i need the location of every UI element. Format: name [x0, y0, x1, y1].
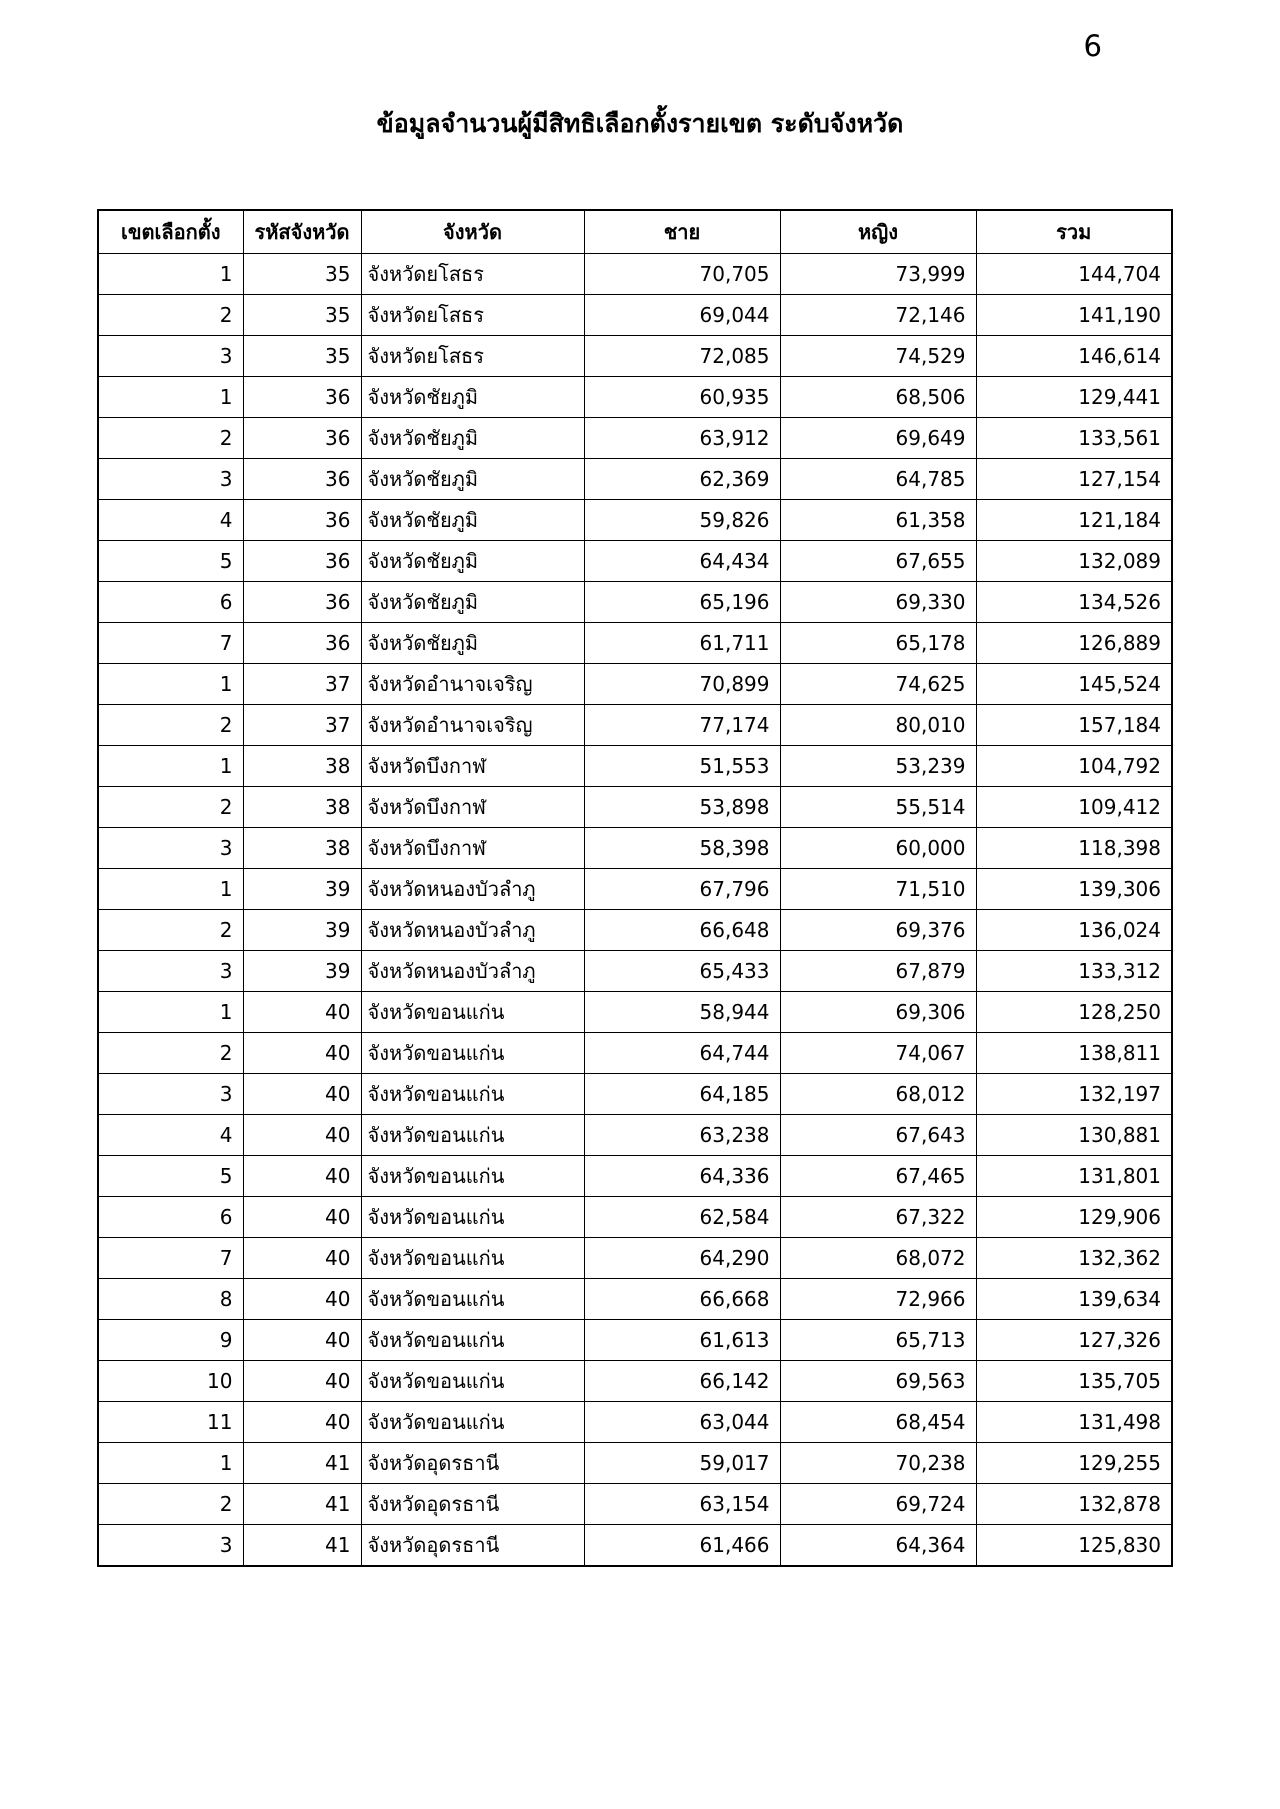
- table-row: [98, 1033, 1172, 1074]
- cell-female: 69,306: [780, 992, 976, 1033]
- cell-male: 77,174: [584, 705, 780, 746]
- cell-province-code: 37: [243, 664, 361, 705]
- cell-female: 74,067: [780, 1033, 976, 1074]
- cell-district: 8: [98, 1279, 243, 1320]
- voter-statistics-table-container: [97, 209, 1171, 1567]
- cell-province-code: 39: [243, 951, 361, 992]
- cell-province-code: 36: [243, 418, 361, 459]
- cell-province: จังหวัดขอนแก่น: [361, 1361, 584, 1402]
- cell-district: 10: [98, 1361, 243, 1402]
- cell-district: 2: [98, 787, 243, 828]
- cell-province-code: 36: [243, 500, 361, 541]
- column-header-district: เขตเลือกตั้ง: [98, 210, 243, 254]
- cell-female: 53,239: [780, 746, 976, 787]
- cell-male: 59,826: [584, 500, 780, 541]
- cell-province: จังหวัดขอนแก่น: [361, 1115, 584, 1156]
- cell-district: 3: [98, 1525, 243, 1567]
- cell-male: 63,912: [584, 418, 780, 459]
- cell-province-code: 36: [243, 541, 361, 582]
- table-row: [98, 1484, 1172, 1525]
- voter-statistics-table: [97, 209, 1173, 1567]
- cell-province-code: 35: [243, 295, 361, 336]
- cell-district: 2: [98, 1033, 243, 1074]
- cell-total: 118,398: [976, 828, 1172, 869]
- cell-district: 3: [98, 951, 243, 992]
- table-row: [98, 787, 1172, 828]
- cell-total: 127,326: [976, 1320, 1172, 1361]
- cell-total: 132,878: [976, 1484, 1172, 1525]
- cell-male: 62,369: [584, 459, 780, 500]
- cell-province-code: 41: [243, 1484, 361, 1525]
- table-body: [98, 254, 1172, 1567]
- cell-total: 157,184: [976, 705, 1172, 746]
- cell-district: 3: [98, 459, 243, 500]
- cell-province: จังหวัดบึงกาฬ: [361, 746, 584, 787]
- cell-total: 131,801: [976, 1156, 1172, 1197]
- cell-total: 139,634: [976, 1279, 1172, 1320]
- cell-total: 129,906: [976, 1197, 1172, 1238]
- cell-male: 58,398: [584, 828, 780, 869]
- cell-province: จังหวัดบึงกาฬ: [361, 828, 584, 869]
- cell-province-code: 39: [243, 910, 361, 951]
- cell-total: 144,704: [976, 254, 1172, 295]
- cell-district: 4: [98, 1115, 243, 1156]
- cell-male: 72,085: [584, 336, 780, 377]
- cell-district: 5: [98, 541, 243, 582]
- cell-district: 3: [98, 336, 243, 377]
- column-header-province: จังหวัด: [361, 210, 584, 254]
- cell-female: 67,643: [780, 1115, 976, 1156]
- cell-female: 67,465: [780, 1156, 976, 1197]
- cell-province: จังหวัดอุดรธานี: [361, 1443, 584, 1484]
- table-header-row: [98, 210, 1172, 254]
- cell-district: 7: [98, 1238, 243, 1279]
- cell-province-code: 40: [243, 1156, 361, 1197]
- cell-province: จังหวัดบึงกาฬ: [361, 787, 584, 828]
- page-title: ข้อมูลจำนวนผู้มีสิทธิเลือกตั้งรายเขต ระดับจังหวัด: [376, 109, 904, 138]
- cell-district: 2: [98, 295, 243, 336]
- table-row: [98, 1238, 1172, 1279]
- cell-district: 1: [98, 254, 243, 295]
- cell-total: 132,089: [976, 541, 1172, 582]
- table-header: [98, 210, 1172, 254]
- cell-province: จังหวัดขอนแก่น: [361, 1402, 584, 1443]
- cell-female: 69,563: [780, 1361, 976, 1402]
- cell-province: จังหวัดอุดรธานี: [361, 1525, 584, 1567]
- table-row: [98, 910, 1172, 951]
- cell-province-code: 36: [243, 459, 361, 500]
- cell-province-code: 40: [243, 1361, 361, 1402]
- column-header-female: หญิง: [780, 210, 976, 254]
- cell-province-code: 40: [243, 1279, 361, 1320]
- cell-male: 66,648: [584, 910, 780, 951]
- cell-province-code: 40: [243, 1115, 361, 1156]
- cell-total: 133,312: [976, 951, 1172, 992]
- column-header-province-code: รหัสจังหวัด: [243, 210, 361, 254]
- cell-district: 6: [98, 1197, 243, 1238]
- cell-male: 63,044: [584, 1402, 780, 1443]
- cell-district: 2: [98, 1484, 243, 1525]
- cell-province-code: 39: [243, 869, 361, 910]
- cell-province-code: 35: [243, 336, 361, 377]
- cell-province-code: 40: [243, 1402, 361, 1443]
- cell-female: 67,655: [780, 541, 976, 582]
- table-row: [98, 869, 1172, 910]
- cell-province: จังหวัดยโสธร: [361, 295, 584, 336]
- cell-province: จังหวัดยโสธร: [361, 336, 584, 377]
- cell-province: จังหวัดชัยภูมิ: [361, 582, 584, 623]
- table-row: [98, 295, 1172, 336]
- cell-district: 1: [98, 869, 243, 910]
- cell-total: 136,024: [976, 910, 1172, 951]
- cell-province: จังหวัดหนองบัวลำภู: [361, 869, 584, 910]
- cell-female: 60,000: [780, 828, 976, 869]
- cell-total: 131,498: [976, 1402, 1172, 1443]
- cell-female: 74,529: [780, 336, 976, 377]
- cell-female: 71,510: [780, 869, 976, 910]
- cell-female: 68,506: [780, 377, 976, 418]
- cell-female: 67,879: [780, 951, 976, 992]
- cell-male: 69,044: [584, 295, 780, 336]
- cell-province-code: 41: [243, 1525, 361, 1567]
- cell-total: 141,190: [976, 295, 1172, 336]
- table-row: [98, 541, 1172, 582]
- table-row: [98, 418, 1172, 459]
- cell-province-code: 41: [243, 1443, 361, 1484]
- table-row: [98, 705, 1172, 746]
- cell-province-code: 40: [243, 992, 361, 1033]
- cell-total: 132,362: [976, 1238, 1172, 1279]
- cell-total: 128,250: [976, 992, 1172, 1033]
- column-header-total: รวม: [976, 210, 1172, 254]
- cell-province: จังหวัดขอนแก่น: [361, 1074, 584, 1115]
- table-row: [98, 1115, 1172, 1156]
- cell-district: 7: [98, 623, 243, 664]
- cell-female: 55,514: [780, 787, 976, 828]
- cell-female: 72,146: [780, 295, 976, 336]
- cell-total: 134,526: [976, 582, 1172, 623]
- cell-female: 73,999: [780, 254, 976, 295]
- cell-female: 68,454: [780, 1402, 976, 1443]
- cell-province: จังหวัดขอนแก่น: [361, 1156, 584, 1197]
- cell-district: 1: [98, 377, 243, 418]
- table-row: [98, 746, 1172, 787]
- table-row: [98, 1402, 1172, 1443]
- cell-male: 63,238: [584, 1115, 780, 1156]
- cell-female: 64,785: [780, 459, 976, 500]
- cell-province-code: 40: [243, 1320, 361, 1361]
- table-row: [98, 459, 1172, 500]
- cell-total: 139,306: [976, 869, 1172, 910]
- table-row: [98, 1443, 1172, 1484]
- cell-male: 67,796: [584, 869, 780, 910]
- cell-province: จังหวัดชัยภูมิ: [361, 623, 584, 664]
- cell-male: 60,935: [584, 377, 780, 418]
- table-row: [98, 664, 1172, 705]
- table-row: [98, 582, 1172, 623]
- cell-district: 2: [98, 910, 243, 951]
- cell-district: 4: [98, 500, 243, 541]
- cell-male: 70,705: [584, 254, 780, 295]
- cell-province: จังหวัดอำนาจเจริญ: [361, 664, 584, 705]
- cell-province-code: 38: [243, 828, 361, 869]
- cell-province: จังหวัดขอนแก่น: [361, 992, 584, 1033]
- cell-female: 74,625: [780, 664, 976, 705]
- table-row: [98, 1156, 1172, 1197]
- cell-district: 2: [98, 705, 243, 746]
- cell-total: 146,614: [976, 336, 1172, 377]
- cell-male: 64,744: [584, 1033, 780, 1074]
- cell-female: 65,713: [780, 1320, 976, 1361]
- cell-female: 65,178: [780, 623, 976, 664]
- table-row: [98, 336, 1172, 377]
- cell-district: 9: [98, 1320, 243, 1361]
- cell-total: 135,705: [976, 1361, 1172, 1402]
- cell-female: 68,072: [780, 1238, 976, 1279]
- cell-province-code: 36: [243, 582, 361, 623]
- cell-male: 51,553: [584, 746, 780, 787]
- cell-total: 109,412: [976, 787, 1172, 828]
- cell-province-code: 37: [243, 705, 361, 746]
- cell-male: 59,017: [584, 1443, 780, 1484]
- cell-province: จังหวัดยโสธร: [361, 254, 584, 295]
- cell-total: 145,524: [976, 664, 1172, 705]
- cell-total: 133,561: [976, 418, 1172, 459]
- cell-female: 68,012: [780, 1074, 976, 1115]
- cell-male: 66,668: [584, 1279, 780, 1320]
- table-row: [98, 828, 1172, 869]
- cell-female: 69,330: [780, 582, 976, 623]
- cell-province: จังหวัดขอนแก่น: [361, 1033, 584, 1074]
- cell-province-code: 40: [243, 1033, 361, 1074]
- cell-male: 53,898: [584, 787, 780, 828]
- cell-total: 138,811: [976, 1033, 1172, 1074]
- table-row: [98, 1320, 1172, 1361]
- cell-total: 127,154: [976, 459, 1172, 500]
- cell-district: 1: [98, 746, 243, 787]
- cell-female: 69,649: [780, 418, 976, 459]
- cell-total: 129,255: [976, 1443, 1172, 1484]
- cell-province-code: 36: [243, 377, 361, 418]
- cell-province: จังหวัดอุดรธานี: [361, 1484, 584, 1525]
- cell-male: 61,613: [584, 1320, 780, 1361]
- cell-total: 126,889: [976, 623, 1172, 664]
- cell-male: 64,434: [584, 541, 780, 582]
- cell-district: 3: [98, 828, 243, 869]
- cell-district: 6: [98, 582, 243, 623]
- cell-district: 1: [98, 1443, 243, 1484]
- cell-province: จังหวัดขอนแก่น: [361, 1197, 584, 1238]
- cell-male: 64,185: [584, 1074, 780, 1115]
- cell-total: 125,830: [976, 1525, 1172, 1567]
- cell-total: 104,792: [976, 746, 1172, 787]
- cell-male: 66,142: [584, 1361, 780, 1402]
- cell-total: 132,197: [976, 1074, 1172, 1115]
- cell-province: จังหวัดหนองบัวลำภู: [361, 910, 584, 951]
- cell-province: จังหวัดขอนแก่น: [361, 1279, 584, 1320]
- cell-province: จังหวัดชัยภูมิ: [361, 377, 584, 418]
- page-number: 6: [1083, 29, 1102, 63]
- cell-district: 1: [98, 664, 243, 705]
- cell-male: 61,711: [584, 623, 780, 664]
- table-row: [98, 623, 1172, 664]
- cell-total: 121,184: [976, 500, 1172, 541]
- cell-district: 2: [98, 418, 243, 459]
- cell-female: 80,010: [780, 705, 976, 746]
- cell-province: จังหวัดชัยภูมิ: [361, 418, 584, 459]
- column-header-male: ชาย: [584, 210, 780, 254]
- table-row: [98, 951, 1172, 992]
- table-row: [98, 992, 1172, 1033]
- cell-district: 3: [98, 1074, 243, 1115]
- cell-total: 130,881: [976, 1115, 1172, 1156]
- cell-female: 67,322: [780, 1197, 976, 1238]
- table-row: [98, 254, 1172, 295]
- cell-province-code: 38: [243, 746, 361, 787]
- cell-province-code: 40: [243, 1238, 361, 1279]
- cell-female: 70,238: [780, 1443, 976, 1484]
- table-row: [98, 1279, 1172, 1320]
- cell-province: จังหวัดชัยภูมิ: [361, 459, 584, 500]
- cell-female: 69,724: [780, 1484, 976, 1525]
- cell-province: จังหวัดอำนาจเจริญ: [361, 705, 584, 746]
- cell-province-code: 40: [243, 1197, 361, 1238]
- cell-male: 64,336: [584, 1156, 780, 1197]
- cell-total: 129,441: [976, 377, 1172, 418]
- cell-province: จังหวัดขอนแก่น: [361, 1238, 584, 1279]
- cell-male: 65,433: [584, 951, 780, 992]
- table-row: [98, 1361, 1172, 1402]
- cell-female: 61,358: [780, 500, 976, 541]
- cell-male: 58,944: [584, 992, 780, 1033]
- cell-province-code: 35: [243, 254, 361, 295]
- cell-province-code: 38: [243, 787, 361, 828]
- cell-male: 63,154: [584, 1484, 780, 1525]
- cell-female: 72,966: [780, 1279, 976, 1320]
- cell-male: 70,899: [584, 664, 780, 705]
- table-row: [98, 377, 1172, 418]
- cell-male: 64,290: [584, 1238, 780, 1279]
- cell-district: 11: [98, 1402, 243, 1443]
- cell-province: จังหวัดขอนแก่น: [361, 1320, 584, 1361]
- cell-province-code: 36: [243, 623, 361, 664]
- cell-province: จังหวัดชัยภูมิ: [361, 541, 584, 582]
- cell-province: จังหวัดหนองบัวลำภู: [361, 951, 584, 992]
- table-row: [98, 500, 1172, 541]
- cell-province: จังหวัดชัยภูมิ: [361, 500, 584, 541]
- table-row: [98, 1074, 1172, 1115]
- cell-female: 69,376: [780, 910, 976, 951]
- table-row: [98, 1525, 1172, 1567]
- cell-male: 65,196: [584, 582, 780, 623]
- cell-female: 64,364: [780, 1525, 976, 1567]
- cell-district: 5: [98, 1156, 243, 1197]
- cell-male: 61,466: [584, 1525, 780, 1567]
- table-row: [98, 1197, 1172, 1238]
- cell-province-code: 40: [243, 1074, 361, 1115]
- cell-district: 1: [98, 992, 243, 1033]
- cell-male: 62,584: [584, 1197, 780, 1238]
